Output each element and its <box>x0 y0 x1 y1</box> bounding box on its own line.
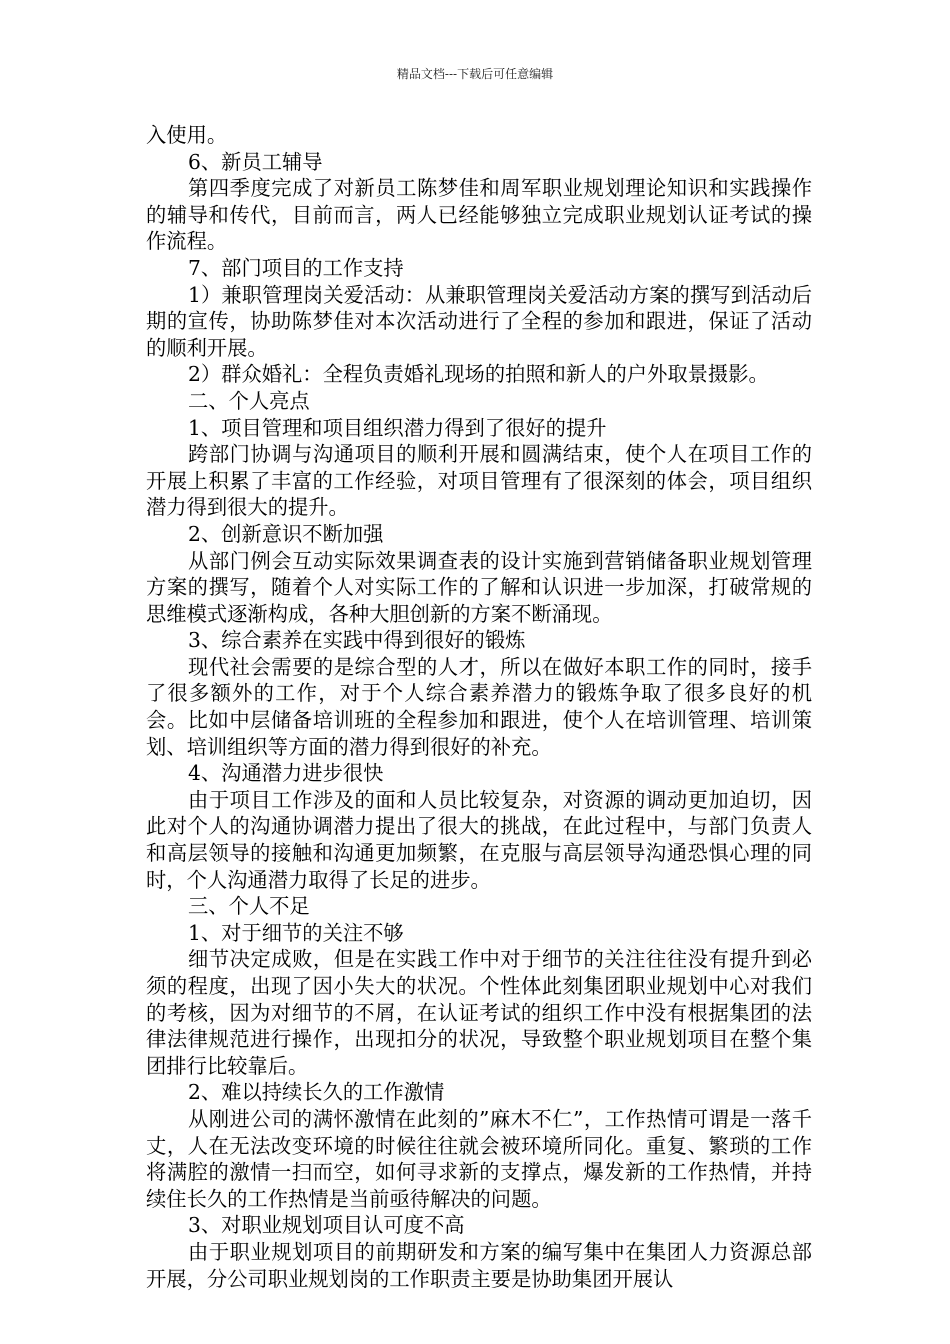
paragraph: 2）群众婚礼：全程负责婚礼现场的拍照和新人的户外取景摄影。 <box>188 362 769 387</box>
page-header: 精品文档---下载后可任意编辑 <box>396 67 554 81</box>
chapter-heading-shortcomings: 三、个人不足 <box>188 894 310 919</box>
section-heading: 2、创新意识不断加强 <box>188 521 384 546</box>
section-heading: 1、项目管理和项目组织潜力得到了很好的提升 <box>188 415 607 440</box>
paragraph: 由于项目工作涉及的面和人员比较复杂，对资源的调动更加迫切，因此对个人的沟通协调潜力提出了很大的挑战，在此过程中，与部门负责人和高层领导的接触和沟通更加频繁，在克服与高层领导沟通恐惧心理的同时，个人沟通潜力取得了长足的进步。 <box>146 787 812 892</box>
document-body <box>146 122 812 1292</box>
chapter-heading-highlights: 二、个人亮点 <box>188 388 310 413</box>
paragraph: 第四季度完成了对新员工陈梦佳和周军职业规划理论知识和实践操作的辅导和传代，目前而言，两人已经能够独立完成职业规划认证考试的操作流程。 <box>146 176 812 254</box>
paragraph: 从部门例会互动实际效果调查表的设计实施到营销储备职业规划管理方案的撰写，随着个人对实际工作的了解和认识进一步加深，打破常规的思维模式逐渐构成，各种大胆创新的方案不断涌现。 <box>146 548 812 626</box>
paragraph: 1）兼职管理岗关爱活动：从兼职管理岗关爱活动方案的撰写到活动后期的宣传，协助陈梦佳对本次活动进行了全程的参加和跟进，保证了活动的顺利开展。 <box>146 282 812 360</box>
paragraph: 跨部门协调与沟通项目的顺利开展和圆满结束，使个人在项目工作的开展上积累了丰富的工作经验，对项目管理有了很深刻的体会，项目组织潜力得到很大的提升。 <box>146 442 812 520</box>
paragraph: 现代社会需要的是综合型的人才，所以在做好本职工作的同时，接手了很多额外的工作，对于个人综合素养潜力的锻炼争取了很多良好的机会。比如中层储备培训班的全程参加和跟进，使个人在培训管理、培训策划、培训组织等方面的潜力得到很好的补充。 <box>146 654 812 759</box>
paragraph: 由于职业规划项目的前期研发和方案的编写集中在集团人力资源总部开展，分公司职业规划岗的工作职责主要是协助集团开展认 <box>146 1239 812 1291</box>
section-heading: 3、综合素养在实践中得到很好的锻炼 <box>188 628 526 653</box>
section-heading: 2、难以持续长久的工作激情 <box>188 1080 445 1105</box>
section-heading-new-staff: 6、新员工辅导 <box>188 149 323 174</box>
paragraph: 从刚进公司的满怀激情在此刻的”麻木不仁”，工作热情可谓是一落千丈，人在无法改变环境的时候往往就会被环境所同化。重复、繁琐的工作将满腔的激情一扫而空，如何寻求新的支撑点，爆发新的工作热情，并持续住长久的工作热情是当前亟待解决的问题。 <box>146 1106 812 1211</box>
section-heading: 4、沟通潜力进步很快 <box>188 761 384 786</box>
section-heading: 1、对于细节的关注不够 <box>188 920 404 945</box>
paragraph: 细节决定成败，但是在实践工作中对于细节的关注往往没有提升到必须的程度，出现了因小失大的状况。个性体此刻集团职业规划中心对我们的考核，因为对细节的不屑，在认证考试的组织工作中没有根据集团的法律法律规范进行操作，出现扣分的状况，导致整个职业规划项目在整个集团排行比较靠后。 <box>146 947 812 1078</box>
section-heading-dept-support: 7、部门项目的工作支持 <box>188 255 404 280</box>
paragraph-continuation: 入使用。 <box>146 123 228 147</box>
section-heading: 3、对职业规划项目认可度不高 <box>188 1213 465 1238</box>
